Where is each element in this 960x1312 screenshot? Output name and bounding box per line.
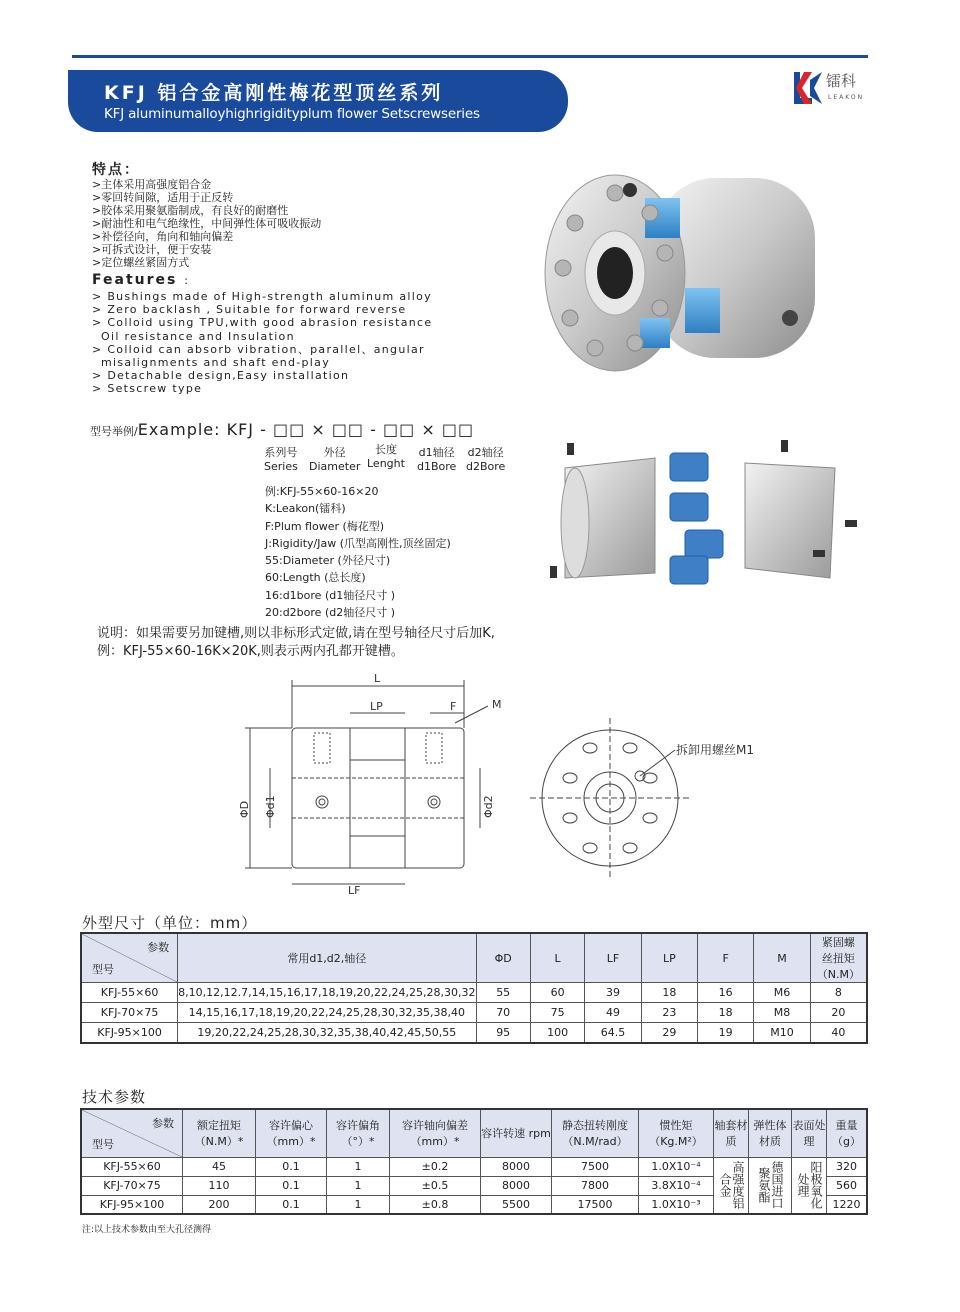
dim-LF: LF bbox=[348, 884, 361, 897]
sleeve-material: 高强度铝合金 bbox=[714, 1157, 749, 1214]
table-row: KFJ-55×60 45 0.1 1 ±0.2 8000 7500 1.0X10⁻⁴ 高强度铝合金 德国进口聚氨酯 阳极氧化处理 320 bbox=[81, 1157, 867, 1176]
features-en-title-text: Features bbox=[92, 272, 178, 288]
table-row: KFJ-95×100 200 0.1 1 ±0.8 5500 17500 1.0X10⁻³ 1220 bbox=[81, 1195, 867, 1214]
header-bore: 常用d1,d2,轴径 bbox=[178, 933, 476, 983]
header-sleeve: 轴套材质 bbox=[714, 1109, 749, 1157]
header-model: 型号 bbox=[92, 1137, 114, 1151]
dim-F: F bbox=[450, 700, 457, 713]
header-LF: LF bbox=[585, 933, 641, 983]
dim-d1: Φd1 bbox=[264, 795, 277, 818]
header-surface: 表面处理 bbox=[792, 1109, 827, 1157]
table-row: KFJ-55×60 8,10,12,12.7,14,15,16,17,18,19,20,22,24,25,28,30,32 55 60 39 18 16 M6 8 bbox=[81, 983, 867, 1003]
title-cn: KFJ 铝合金高刚性梅花型顶丝系列 bbox=[104, 82, 444, 104]
list-item: >胶体采用聚氨脂制成，有良好的耐磨性 bbox=[92, 204, 289, 217]
dim-L: L bbox=[374, 672, 381, 685]
table-row: KFJ-70×75 14,15,16,17,18,19,20,22,24,25,28,30,32,35,38,40 70 75 49 23 18 M8 20 bbox=[81, 1003, 867, 1023]
header-axial: 容许轴向偏差（mm）* bbox=[390, 1109, 481, 1157]
screw-label: 拆卸用螺丝M1 bbox=[676, 743, 754, 757]
list-item: >耐油性和电气绝缘性，中间弹性体可吸收振动 bbox=[92, 217, 322, 230]
header-elastic: 弹性体材质 bbox=[749, 1109, 792, 1157]
list-item: > Detachable design,Easy installation bbox=[92, 369, 350, 383]
list-item: >补偿径向，角向和轴向偏差 bbox=[92, 230, 234, 243]
example-label-length: 长度 Lenght bbox=[367, 443, 405, 470]
example-box: □□ bbox=[272, 420, 306, 439]
header-param: 参数 bbox=[147, 941, 170, 954]
features-cn-list bbox=[92, 178, 321, 269]
tech-table-title: 技术参数 bbox=[82, 1088, 147, 1106]
header-L: L bbox=[530, 933, 584, 983]
header-angular: 容许偏角（°）* bbox=[327, 1109, 390, 1157]
dim-M: M bbox=[492, 698, 502, 711]
example-label-d1: d1轴径 d1Bore bbox=[417, 446, 457, 473]
list-item: > Colloid can absorb vibration、parallel、angular bbox=[92, 342, 425, 356]
technical-drawing bbox=[230, 668, 754, 900]
list-item: F:Plum flower (梅花型) bbox=[265, 519, 385, 533]
logo-text-cn: 镭科 bbox=[826, 72, 857, 90]
table-row: KFJ-70×75 110 0.1 1 ±0.5 8000 7800 3.8X10⁻⁴ 560 bbox=[81, 1176, 867, 1195]
header-weight: 重量（g） bbox=[827, 1109, 868, 1157]
dim-table-title: 外型尺寸（单位：mm） bbox=[82, 914, 258, 932]
features-en-colon: : bbox=[184, 274, 190, 287]
header-inertia: 惯性矩（Kg.M²） bbox=[639, 1109, 714, 1157]
header-speed: 容许转速 rpm bbox=[481, 1109, 552, 1157]
example-label-diameter: 外径 Diameter bbox=[309, 446, 361, 473]
elastic-material: 德国进口聚氨酯 bbox=[749, 1157, 792, 1214]
table-header bbox=[81, 1109, 867, 1157]
features-en-title bbox=[92, 272, 190, 288]
example-notes bbox=[265, 483, 451, 621]
dim-LP: LP bbox=[370, 700, 383, 713]
list-item: 16:d1bore (d1轴径尺寸 ) bbox=[265, 588, 396, 602]
example-times-1: × bbox=[311, 420, 326, 439]
header-model: 型号 bbox=[92, 963, 114, 976]
leakon-logo-icon bbox=[790, 68, 824, 108]
example-label-d2: d2轴径 d2Bore bbox=[466, 446, 506, 473]
example-prefix: 型号举例/ bbox=[90, 425, 138, 438]
features-en-list bbox=[92, 290, 432, 396]
dim-d2: Φd2 bbox=[482, 795, 495, 818]
list-item: J:Rigidity/Jaw (爪型高刚性,顶丝固定) bbox=[265, 536, 451, 550]
list-item: >定位螺丝紧固方式 bbox=[92, 256, 190, 269]
logo-text-en: LEAKON bbox=[828, 94, 865, 101]
note-line: 例：KFJ-55×60-16K×20K,则表示两内孔都开键槽。 bbox=[97, 644, 404, 659]
header-D: ΦD bbox=[476, 933, 530, 983]
list-item: > Zero backlash , Suitable for forward reverse bbox=[92, 303, 407, 317]
header-M: M bbox=[754, 933, 811, 983]
list-item: >可拆式设计，便于安装 bbox=[92, 243, 212, 256]
features-cn-title: 特点： bbox=[92, 162, 140, 178]
example-label-series: 系列号 Series bbox=[264, 446, 298, 473]
keyway-note bbox=[97, 625, 495, 661]
example-times-2: × bbox=[421, 420, 436, 439]
dim-D: ΦD bbox=[238, 800, 251, 818]
list-item: misalignments and shaft end-play bbox=[101, 356, 331, 370]
list-item: > Colloid using TPU,with good abrasion resistance bbox=[92, 316, 433, 330]
list-item: Oil resistance and Insulation bbox=[101, 329, 295, 343]
list-item: >零回转间隙，适用于正反转 bbox=[92, 191, 234, 204]
list-item: K:Leakon(镭科) bbox=[265, 502, 346, 516]
list-item: > Bushings made of High-strength aluminum alloy bbox=[92, 290, 432, 303]
header-LP: LP bbox=[641, 933, 697, 983]
exploded-photo bbox=[545, 438, 865, 588]
title-banner bbox=[68, 70, 568, 132]
example-box: □□ bbox=[383, 420, 416, 439]
dimension-table bbox=[80, 932, 868, 1044]
footnote: 注:以上技术参数由至大孔径测得 bbox=[82, 1225, 212, 1235]
table-header bbox=[81, 933, 867, 983]
header-param: 参数 bbox=[152, 1117, 174, 1130]
model-example bbox=[90, 420, 474, 439]
title-en: KFJ aluminumalloyhighrigidityplum flower Setscrewseries bbox=[104, 106, 480, 122]
list-item: > Setscrew type bbox=[92, 382, 203, 396]
surface-treatment: 阳极氧化处理 bbox=[792, 1157, 827, 1214]
header-rated: 额定扭矩（N.M）* bbox=[183, 1109, 256, 1157]
header-rule bbox=[72, 55, 868, 58]
list-item: 例:KFJ-55×60-16×20 bbox=[265, 485, 379, 498]
header-corner bbox=[81, 1109, 183, 1157]
table-row: KFJ-95×100 19,20,22,24,25,28,30,32,35,38,40,42,45,50,55 95 100 64.5 29 19 M10 40 bbox=[81, 1023, 867, 1043]
example-box: □□ bbox=[331, 420, 365, 439]
list-item: 60:Length (总长度) bbox=[265, 571, 366, 585]
header-F: F bbox=[698, 933, 754, 983]
header-radial: 容许偏心（mm）* bbox=[256, 1109, 327, 1157]
list-item: 20:d2bore (d2轴径尺寸 ) bbox=[265, 606, 396, 620]
header-stiffness: 静态扭转刚度（N.M/rad） bbox=[552, 1109, 639, 1157]
note-line: 说明：如果需要另加键槽,则以非标形式定做,请在型号轴径尺寸后加K, bbox=[97, 626, 495, 641]
tech-table bbox=[80, 1108, 868, 1215]
example-label: Example: KFJ - bbox=[137, 420, 267, 439]
header-corner bbox=[81, 933, 178, 983]
header-torque: 紧固螺丝扭矩（N.M） bbox=[810, 933, 867, 983]
list-item: 55:Diameter (外径尺寸) bbox=[265, 554, 391, 568]
list-item: >主体采用高强度铝合金 bbox=[92, 178, 212, 191]
example-dash: - bbox=[370, 420, 377, 439]
brand-logo bbox=[790, 68, 880, 112]
example-box: □□ bbox=[441, 420, 475, 439]
coupling-photo bbox=[535, 158, 835, 388]
